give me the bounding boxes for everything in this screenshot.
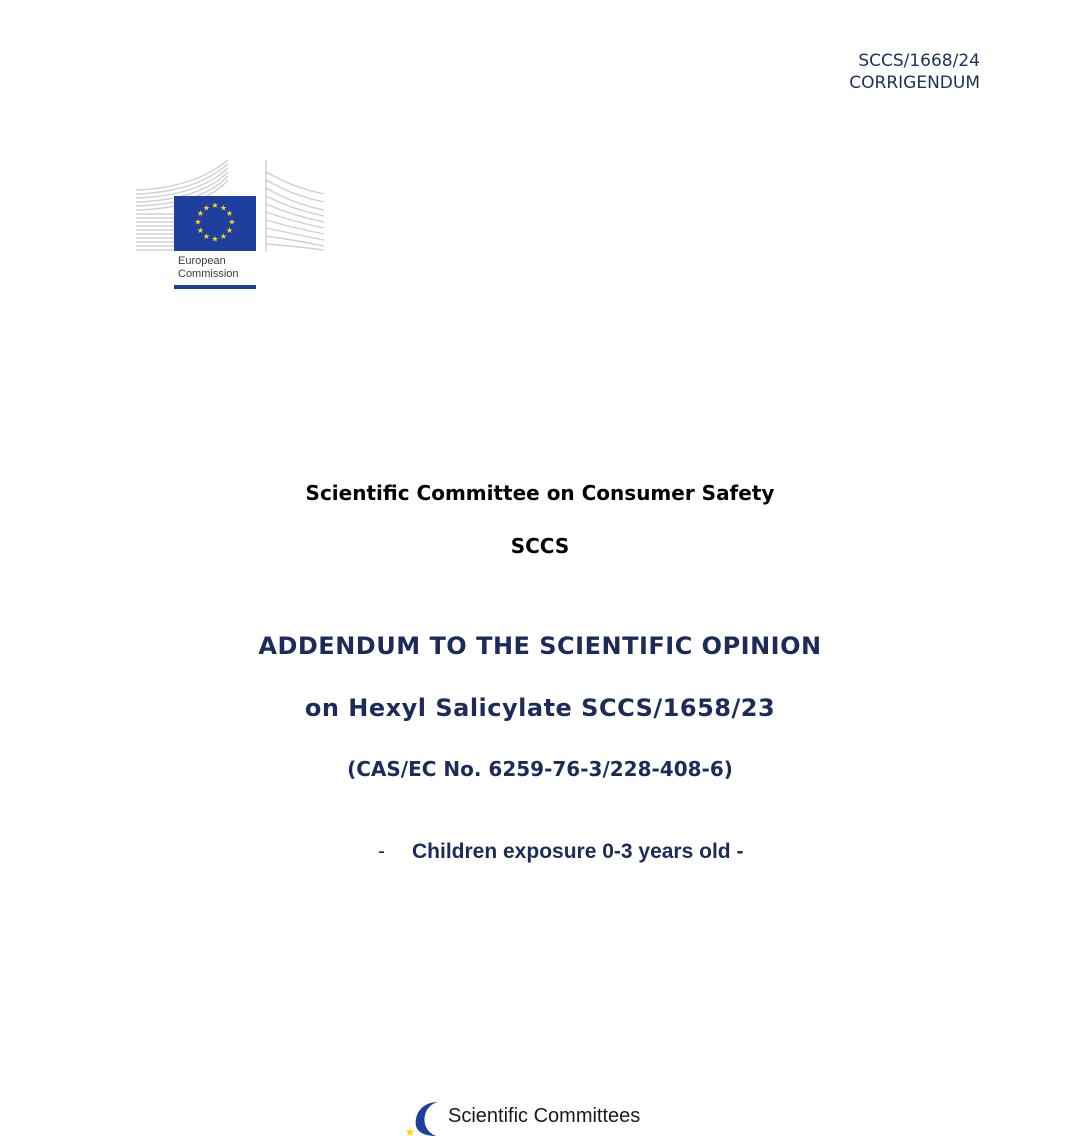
svg-text:★: ★ (225, 209, 234, 218)
corrigendum-label: CORRIGENDUM (849, 73, 980, 93)
svg-text:★: ★ (196, 226, 205, 235)
subtitle-dash: - (378, 840, 385, 863)
svg-text:★: ★ (225, 226, 234, 235)
svg-text:★: ★ (211, 201, 219, 210)
scientific-committees-logo-icon (400, 1100, 440, 1136)
document-title-line-1: ADDENDUM TO THE SCIENTIFIC OPINION (258, 632, 822, 660)
logo-line-european: European (178, 255, 226, 267)
scientific-committees-label: Scientific Committees (448, 1105, 641, 1127)
svg-text:★: ★ (202, 203, 211, 213)
svg-text:★: ★ (228, 217, 236, 227)
svg-text:★: ★ (219, 203, 228, 213)
svg-text:★: ★ (194, 217, 202, 227)
svg-text:★: ★ (404, 1125, 416, 1136)
svg-text:★: ★ (196, 209, 205, 218)
subtitle-text: Children exposure 0-3 years old - (412, 840, 744, 863)
document-title-line-2: on Hexyl Salicylate SCCS/1658/23 (304, 694, 776, 722)
cas-number: (CAS/EC No. 6259-76-3/228-408-6) (347, 757, 733, 781)
svg-text:★: ★ (202, 232, 211, 241)
document-subtitle (378, 840, 743, 864)
committee-name: Scientific Committee on Consumer Safety (305, 481, 775, 505)
svg-text:★: ★ (211, 234, 219, 244)
reference-number: SCCS/1668/24 (858, 51, 980, 71)
european-commission-wordmark (178, 255, 239, 281)
svg-text:★: ★ (219, 232, 228, 241)
document-reference (849, 50, 980, 94)
logo-line-commission: Commission (178, 268, 239, 280)
committee-abbreviation: SCCS (510, 534, 570, 558)
